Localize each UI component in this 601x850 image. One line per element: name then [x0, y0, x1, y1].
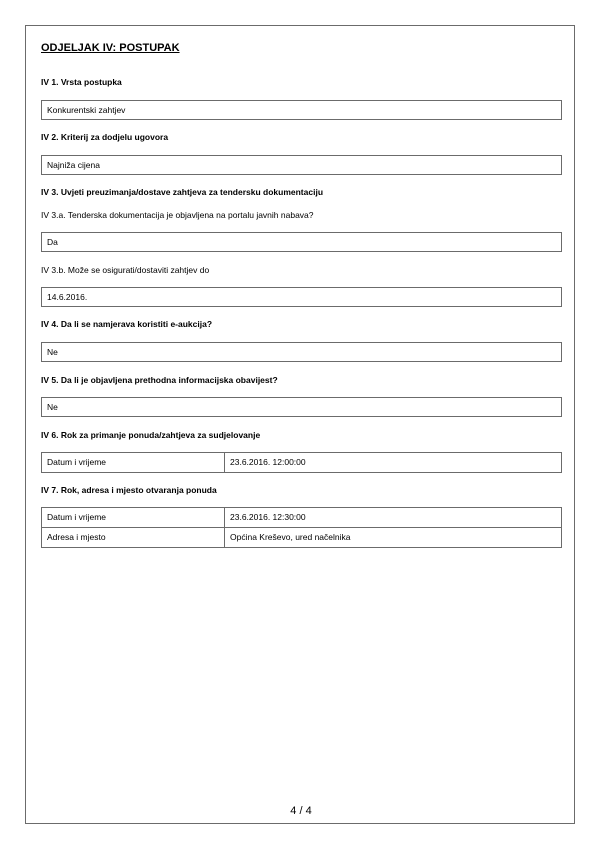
- iv6-heading: IV 6. Rok za primanje ponuda/zahtjeva za sudjelovanje: [41, 430, 261, 440]
- iv4-heading: IV 4. Da li se namjerava koristiti e-aukcija?: [41, 319, 213, 329]
- iv2-value-field: Najniža cijena: [41, 155, 562, 175]
- iv1-heading: IV 1. Vrsta postupka: [41, 77, 122, 87]
- iv3a-question: IV 3.a. Tenderska dokumentacija je objavljena na portalu javnih nabava?: [41, 210, 314, 220]
- table-row: [42, 453, 562, 473]
- section-title: ODJELJAK IV: POSTUPAK: [41, 42, 180, 54]
- iv3b-question: IV 3.b. Može se osigurati/dostaviti zahtjev do: [41, 265, 210, 275]
- iv7-heading: IV 7. Rok, adresa i mjesto otvaranja ponuda: [41, 485, 217, 495]
- iv7-table: [41, 507, 562, 548]
- page-number: 4 / 4: [290, 805, 312, 817]
- table-cell-label: Adresa i mjesto: [42, 528, 225, 548]
- iv2-heading: IV 2. Kriterij za dodjelu ugovora: [41, 132, 169, 142]
- table-row: [42, 508, 562, 528]
- iv1-value-field: Konkurentski zahtjev: [41, 100, 562, 120]
- iv5-heading: IV 5. Da li je objavljena prethodna informacijska obavijest?: [41, 375, 278, 385]
- table-cell-value: Općina Kreševo, ured načelnika: [225, 528, 562, 548]
- iv3a-value-field: Da: [41, 232, 562, 252]
- iv4-value-field: Ne: [41, 342, 562, 362]
- iv5-value-field: Ne: [41, 397, 562, 417]
- table-cell-value: 23.6.2016. 12:30:00: [225, 508, 562, 528]
- iv3b-value-field: 14.6.2016.: [41, 287, 562, 307]
- iv3-heading: IV 3. Uvjeti preuzimanja/dostave zahtjeva za tendersku dokumentaciju: [41, 187, 324, 197]
- table-row: [42, 528, 562, 548]
- table-cell-value: 23.6.2016. 12:00:00: [225, 453, 562, 473]
- table-cell-label: Datum i vrijeme: [42, 508, 225, 528]
- iv6-table: [41, 452, 562, 473]
- table-cell-label: Datum i vrijeme: [42, 453, 225, 473]
- document-page: [25, 25, 575, 824]
